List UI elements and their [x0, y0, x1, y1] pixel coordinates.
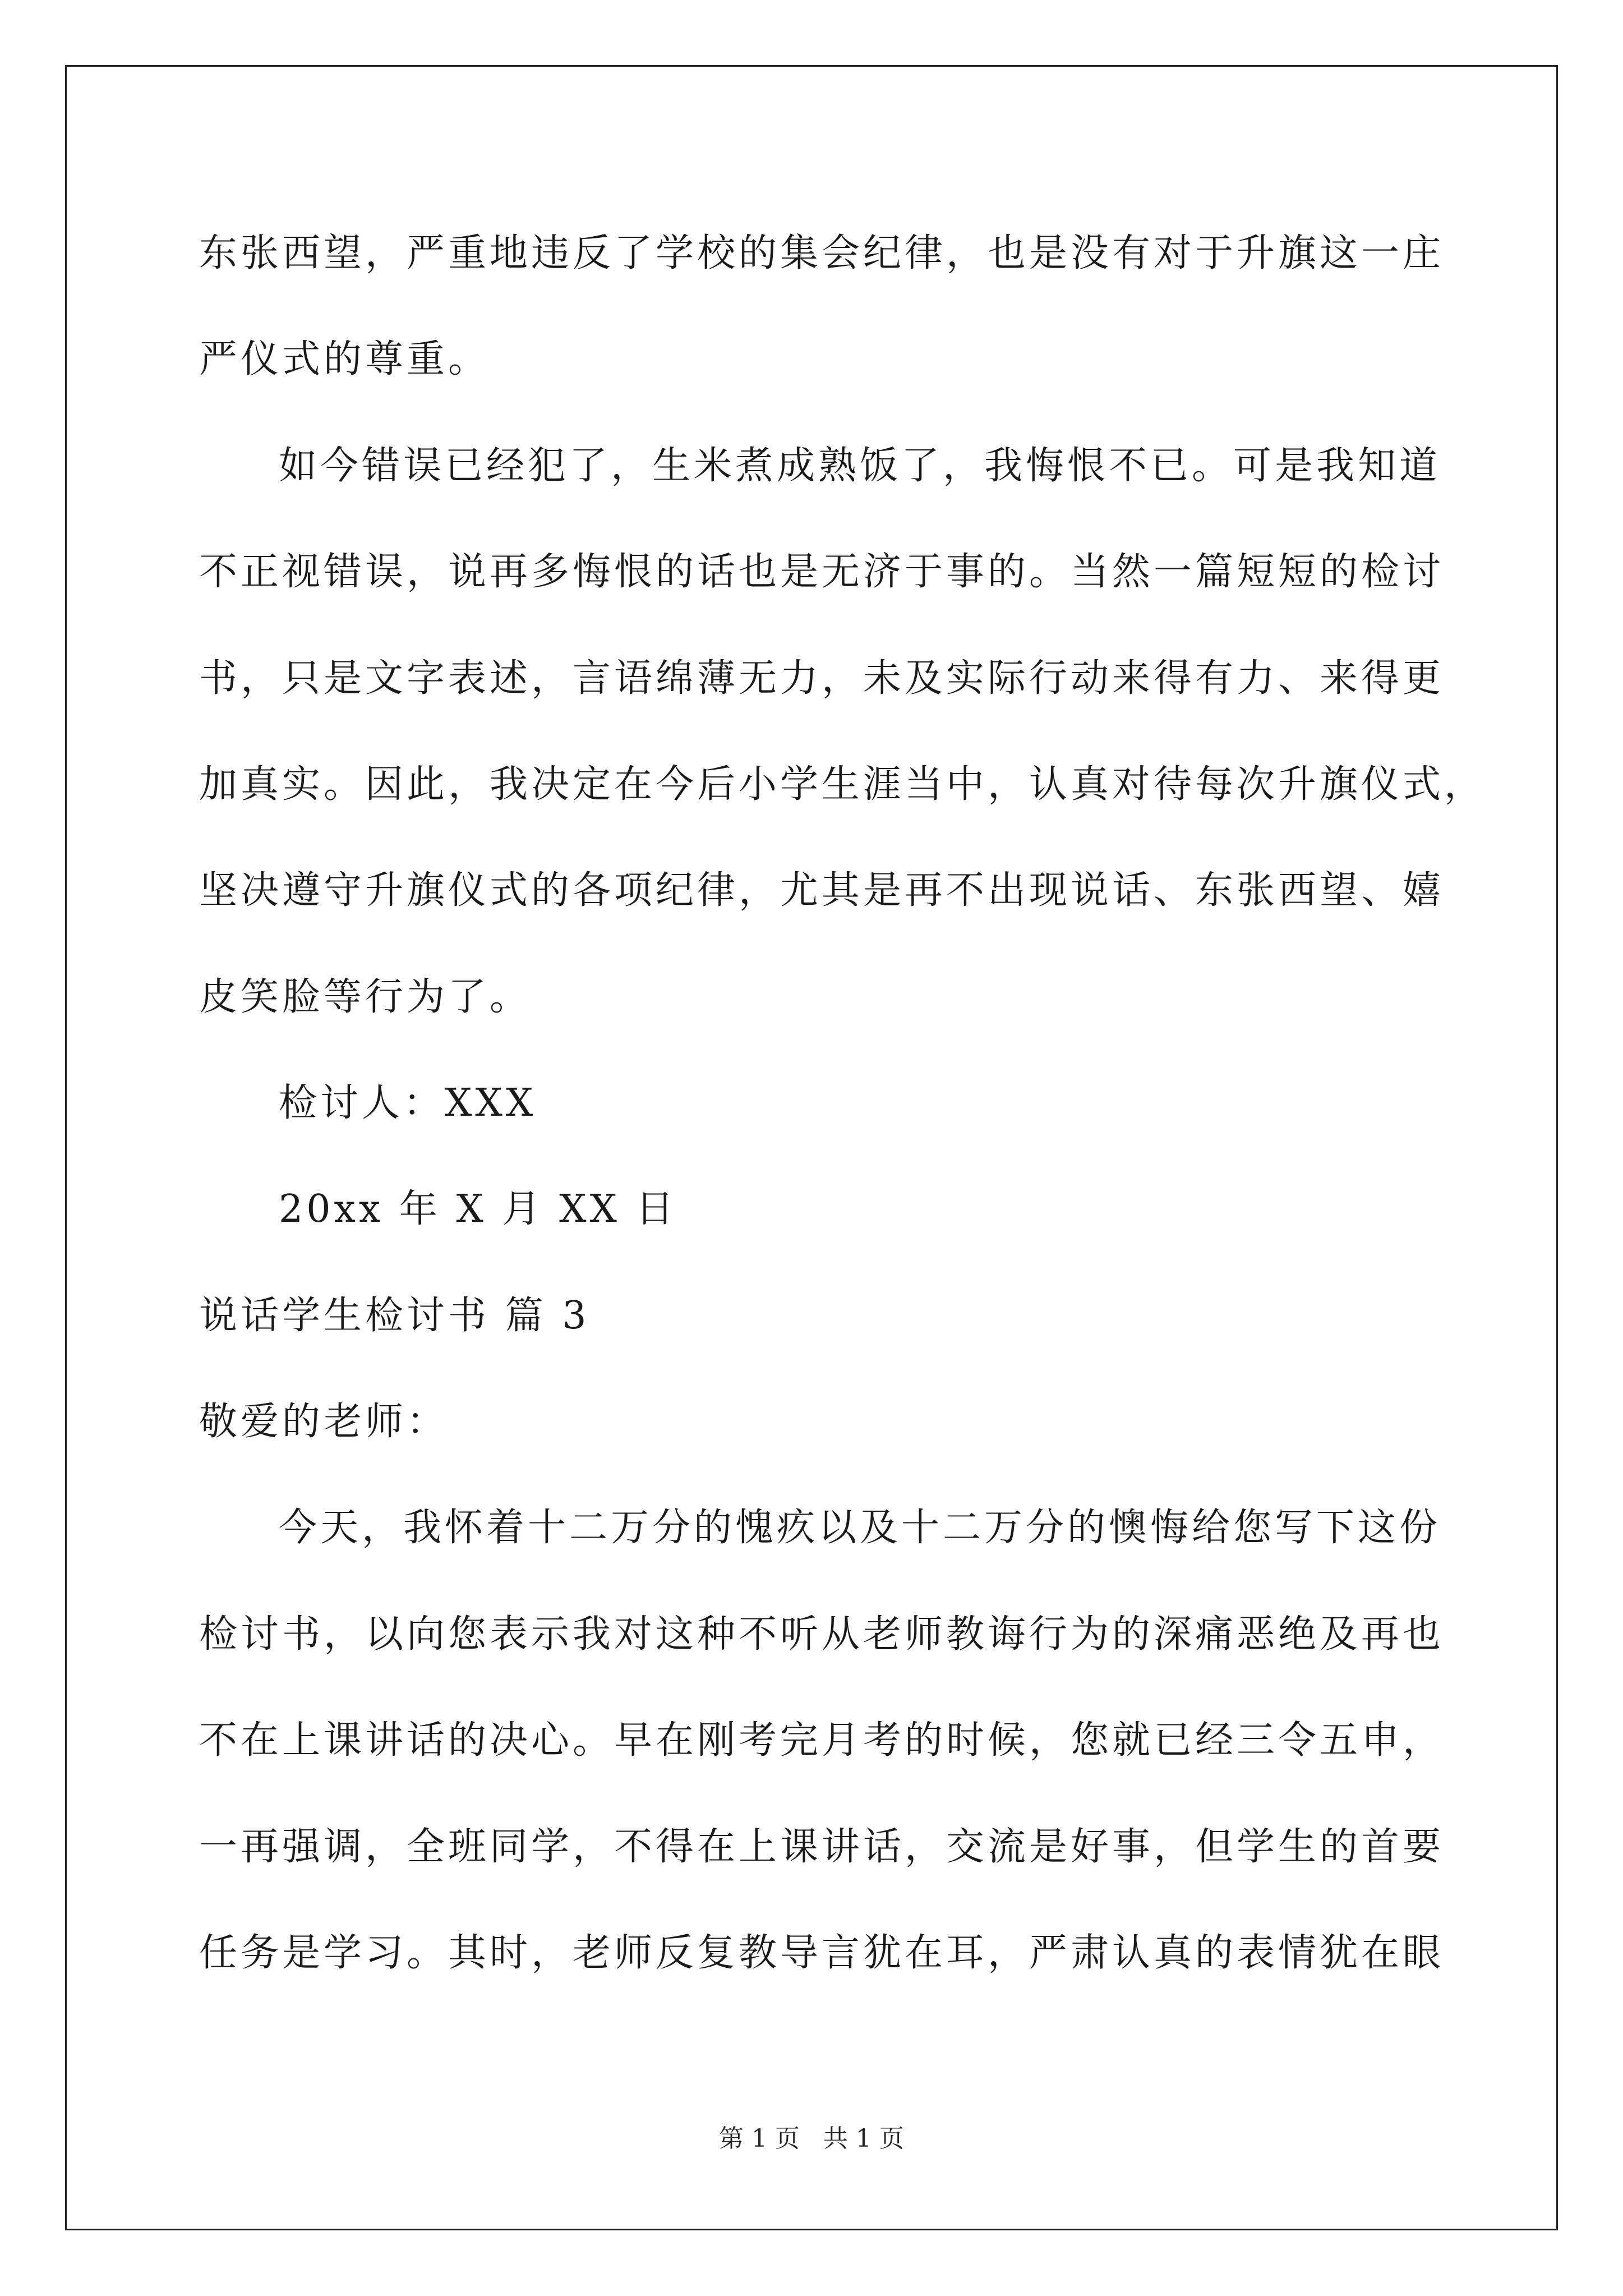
text-line: 加真实。因此，我决定在今后小学生涯当中，认真对待每次升旗仪式， [199, 762, 1486, 807]
text-line: 任务是学习。其时，老师反复教导言犹在耳，严肃认真的表情犹在眼 [199, 1931, 1445, 1975]
text-line: 严仪式的尊重。 [199, 337, 490, 381]
text-line: 坚决遵守升旗仪式的各项纪律，尤其是再不出现说话、东张西望、嬉 [199, 868, 1445, 913]
signature-line: 检讨人：XXX [279, 1081, 537, 1125]
text-line: 检讨书，以向您表示我对这种不听从老师教诲行为的深痛恶绝及再也 [199, 1612, 1445, 1657]
text-line: 皮笑脸等行为了。 [199, 975, 532, 1019]
text-line: 如今错误已经犯了，生米煮成熟饭了，我悔恨不已。可是我知道 [279, 444, 1441, 488]
text-line: 一再强调，全班同学，不得在上课讲话，交流是好事，但学生的首要 [199, 1825, 1445, 1869]
section-heading: 说话学生检讨书 篇 3 [199, 1294, 590, 1338]
text-line: 书，只是文字表述，言语绵薄无力，未及实际行动来得有力、来得更 [199, 656, 1445, 701]
page-frame [65, 65, 1558, 2230]
page-total: 共 1 页 [823, 2124, 904, 2153]
date-line: 20xx 年 X 月 XX 日 [279, 1187, 677, 1231]
text-line: 东张西望，严重地违反了学校的集会纪律，也是没有对于升旗这一庄 [199, 231, 1445, 275]
salutation: 敬爱的老师： [199, 1400, 449, 1444]
page-footer [0, 2125, 1623, 2153]
text-line: 不正视错误，说再多悔恨的话也是无济于事的。当然一篇短短的检讨 [199, 550, 1445, 594]
text-line: 不在上课讲话的决心。早在刚考完月考的时候，您就已经三令五申， [199, 1718, 1445, 1763]
text-line: 今天，我怀着十二万分的愧疚以及十二万分的懊悔给您写下这份 [279, 1506, 1441, 1550]
page-number: 第 1 页 [719, 2124, 800, 2153]
